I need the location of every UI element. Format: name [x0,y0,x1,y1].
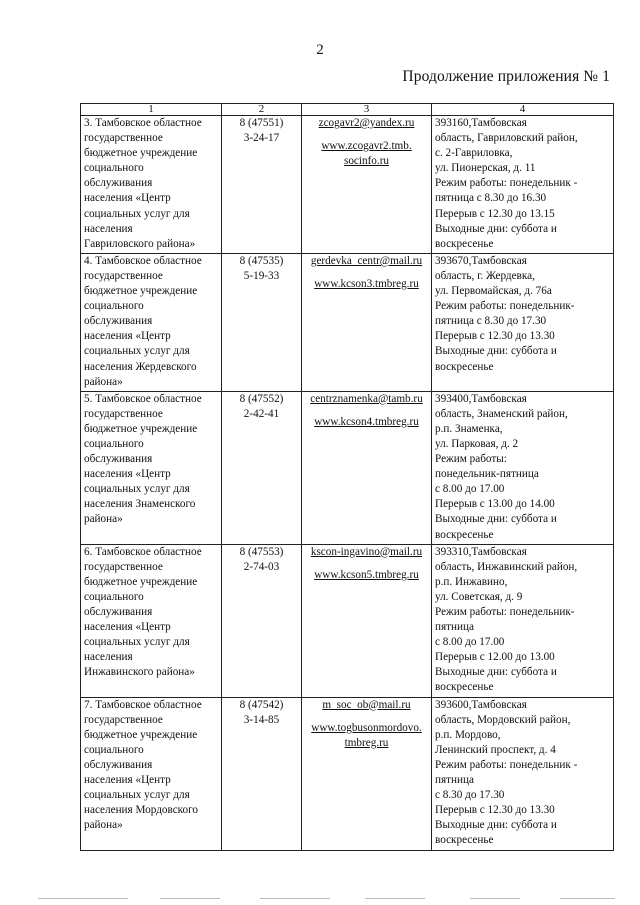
table-row [81,391,614,544]
phone-line: 5-19-33 [243,269,280,282]
institution-name-line: социальных услуг для [84,345,190,358]
address-line: Выходные дни: суббота и [435,513,557,526]
address-line: область, Мордовский район, [435,713,571,726]
address-line: Перерыв с 12.30 до 13.30 [435,330,555,343]
address-line: с. 2-Гавриловка, [435,147,513,160]
address-line: воскресенье [435,834,494,847]
institution-name-line: населения «Центр [84,192,171,205]
address-line: 393310,Тамбовская [435,545,527,558]
website-link[interactable]: www.togbusonmordovo. [311,721,422,734]
email-link[interactable]: kscon-ingavino@mail.ru [310,545,423,558]
institution-name-line: населения «Центр [84,330,171,343]
address-line: 393160,Тамбовская [435,117,527,129]
address-line: Выходные дни: суббота и [435,345,557,358]
institution-name-line: населения [84,222,133,235]
address-line: Выходные дни: суббота и [435,819,557,832]
table-row [81,697,614,850]
institution-name-line: государственное [84,132,163,145]
phone-line: 2-42-41 [243,407,280,420]
institution-name-line: населения Знаменского [84,498,196,511]
address-line: Перерыв с 12.30 до 13.15 [435,207,555,220]
contacts-cell [302,253,432,391]
header-col-2: 2 [222,104,302,116]
email-link[interactable]: centrznamenka@tamb.ru [310,392,423,405]
institution-name-line: государственное [84,407,163,420]
phone-cell [222,544,302,697]
address-line: р.п. Инжавино, [435,575,508,588]
header-col-1: 1 [81,104,222,116]
address-line: Режим работы: [435,453,507,466]
institution-name-line: социальных услуг для [84,789,190,802]
institution-name-line: обслуживания [84,758,153,771]
institution-name-line: населения [84,651,133,664]
phone-line: 8 (47542) [239,698,284,711]
phone-line: 8 (47551) [239,117,284,129]
address-line: Режим работы: понедельник - [435,177,578,190]
institution-name-line: 4. Тамбовское областное [84,254,202,267]
institution-name-line: государственное [84,560,163,573]
institution-name-line: обслуживания [84,177,153,190]
address-line: р.п. Мордово, [435,728,501,741]
address-line: с 8.30 до 17.30 [435,789,505,802]
address-line: с 8.00 до 17.00 [435,483,505,496]
address-line: область, г. Жердевка, [435,269,535,282]
phone-cell [222,253,302,391]
website-link[interactable]: socinfo.ru [343,155,390,168]
contacts-cell [302,116,432,254]
institution-name-line: социального [84,437,144,450]
institution-name-line: государственное [84,269,163,282]
contacts-cell [302,697,432,850]
institution-name-line: бюджетное учреждение [84,575,198,588]
institution-name-line: населения Жердевского [84,360,197,373]
institution-name-line: бюджетное учреждение [84,285,198,298]
address-line: понедельник-пятница [435,468,539,481]
address-line: пятница [435,774,474,787]
spacer [305,131,428,139]
phone-line: 3-24-17 [243,132,280,145]
email-link[interactable]: gerdevka_centr@mail.ru [310,254,423,267]
address-line: область, Знаменский район, [435,407,568,420]
institution-name-cell [81,253,222,391]
address-line: Выходные дни: суббота и [435,222,557,235]
address-line: Режим работы: понедельник - [435,758,578,771]
contacts-cell [302,544,432,697]
footer-rule [38,898,128,899]
institution-name-line: социального [84,590,144,603]
institution-name-line: 3. Тамбовское областное [84,117,202,129]
header-col-4: 4 [432,104,614,116]
table-row [81,253,614,391]
address-cell [432,253,614,391]
institution-name-line: 5. Тамбовское областное [84,392,202,405]
phone-line: 8 (47552) [239,392,284,405]
institution-name-line: обслуживания [84,606,153,618]
institutions-table [80,103,614,851]
table-row [81,544,614,697]
institution-name-cell [81,697,222,850]
address-line: воскресенье [435,237,494,250]
address-line: Выходные дни: суббота и [435,666,557,679]
institution-name-line: бюджетное учреждение [84,422,198,435]
email-link[interactable]: m_soc_ob@mail.ru [322,698,411,711]
address-cell [432,391,614,544]
contacts-cell [302,391,432,544]
institution-name-line: Гавриловского района» [84,237,196,250]
institution-name-cell [81,544,222,697]
institution-name-line: обслуживания [84,453,153,466]
email-link[interactable]: zcogavr2@yandex.ru [318,117,415,129]
institution-name-line: населения «Центр [84,468,171,481]
footer-rule [470,898,520,899]
address-line: пятница с 8.30 до 16.30 [435,192,547,205]
phone-line: 2-74-03 [243,560,280,573]
institution-name-line: 6. Тамбовское областное [84,545,202,558]
address-line: ул. Пионерская, д. 11 [435,162,536,175]
institution-name-line: бюджетное учреждение [84,728,198,741]
institution-name-line: социального [84,162,144,175]
spacer [305,269,428,277]
phone-line: 3-14-85 [243,713,280,726]
address-line: 393600,Тамбовская [435,698,527,711]
address-line: ул. Первомайская, д. 76а [435,285,552,298]
address-cell [432,697,614,850]
address-line: пятница с 8.30 до 17.30 [435,315,547,328]
institution-name-line: района» [84,513,123,526]
footer-rule [365,898,425,899]
website-link[interactable]: www.kcson3.tmbreg.ru [314,277,419,290]
institution-name-line: социальных услуг для [84,636,190,649]
address-line: 393400,Тамбовская [435,392,527,405]
footer-rule [160,898,220,899]
table-header-row [81,104,614,116]
address-line: Перерыв с 12.30 до 13.30 [435,804,555,817]
address-line: Режим работы: понедельник- [435,606,575,618]
spacer [305,713,428,721]
address-line: воскресенье [435,360,494,373]
address-line: р.п. Знаменка, [435,422,503,435]
website-link[interactable]: www.zcogavr2.tmb. [321,140,412,153]
institution-name-line: бюджетное учреждение [84,147,198,160]
address-line: область, Инжавинский район, [435,560,578,573]
institution-name-line: населения «Центр [84,774,171,787]
address-line: область, Гавриловский район, [435,132,578,145]
institution-name-line: района» [84,819,123,832]
address-line: с 8.00 до 17.00 [435,636,505,649]
footer-rule [260,898,330,899]
institution-name-line: 7. Тамбовское областное [84,698,202,711]
address-cell [432,116,614,254]
header-col-3: 3 [302,104,432,116]
address-line: ул. Советская, д. 9 [435,590,523,603]
address-line: воскресенье [435,528,494,541]
table-row [81,116,614,254]
page-number: 2 [316,42,324,58]
phone-line: 8 (47553) [239,545,284,558]
institution-name-line: социальных услуг для [84,483,190,496]
phone-cell [222,697,302,850]
address-line: Перерыв с 13.00 до 14.00 [435,498,555,511]
website-link[interactable]: www.kcson5.tmbreg.ru [314,568,419,581]
phone-cell [222,116,302,254]
institution-name-line: населения Мордовского [84,804,199,817]
institution-name-line: социального [84,300,144,313]
institution-name-line: социальных услуг для [84,207,190,220]
phone-line: 8 (47535) [239,254,284,267]
institution-name-line: населения «Центр [84,621,171,634]
institution-name-line: социального [84,743,144,756]
footer-rule [560,898,615,899]
address-line: 393670,Тамбовская [435,254,527,267]
institution-name-cell [81,116,222,254]
institution-name-cell [81,391,222,544]
address-line: Режим работы: понедельник- [435,300,575,313]
phone-cell [222,391,302,544]
address-line: ул. Парковая, д. 2 [435,437,519,450]
website-link[interactable]: www.kcson4.tmbreg.ru [314,415,419,428]
spacer [305,407,428,415]
institution-name-line: государственное [84,713,163,726]
appendix-caption: Продолжение приложения № 1 [402,68,610,85]
address-line: пятница [435,621,474,634]
address-line: воскресенье [435,681,494,694]
address-line: Перерыв с 12.00 до 13.00 [435,651,555,664]
address-cell [432,544,614,697]
institution-name-line: Инжавинского района» [84,666,195,679]
website-link[interactable]: tmbreg.ru [344,736,389,749]
address-line: Ленинский проспект, д. 4 [435,743,556,756]
institution-name-line: района» [84,375,123,388]
institution-name-line: обслуживания [84,315,153,328]
spacer [305,560,428,568]
